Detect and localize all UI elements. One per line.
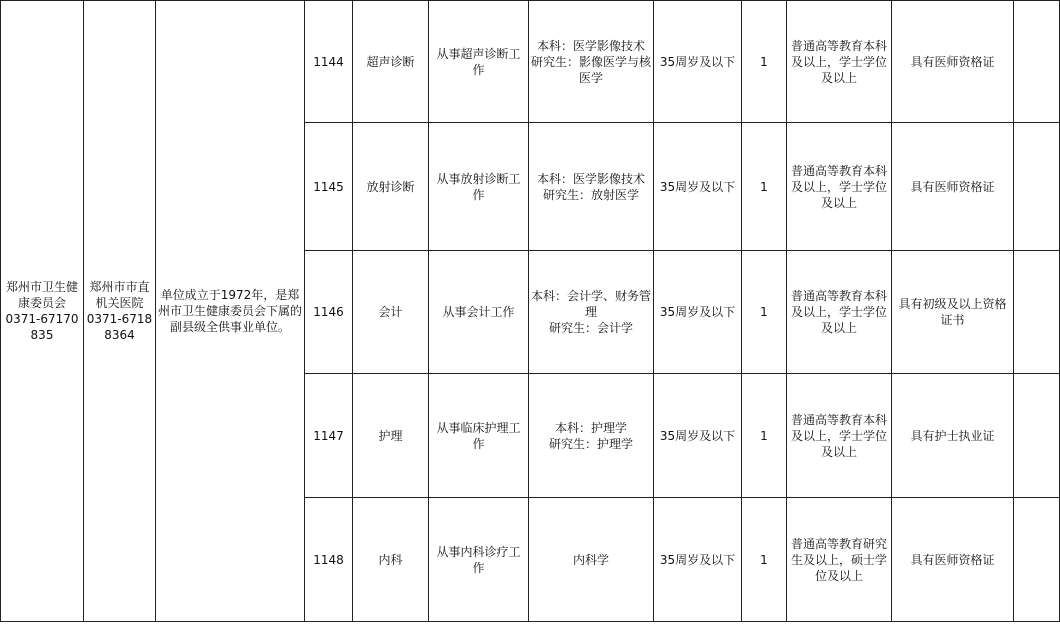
major-requirement: 本科：医学影像技术 研究生：放射医学 [529,123,654,251]
age-requirement: 35周岁及以下 [654,123,742,251]
note-cell [1014,123,1060,251]
headcount: 1 [742,123,787,251]
major-requirement: 本科：护理学 研究生：护理学 [529,374,654,498]
unit-description: 单位成立于1972年，是郑州市卫生健康委员会下属的副县级全供事业单位。 [156,1,305,622]
age-requirement: 35周岁及以下 [654,374,742,498]
position-duty: 从事临床护理工作 [429,374,529,498]
age-requirement: 35周岁及以下 [654,251,742,374]
education-requirement: 普通高等教育本科及以上，学士学位及以上 [787,251,892,374]
headcount: 1 [742,498,787,622]
other-requirement: 具有护士执业证 [892,374,1014,498]
note-cell [1014,374,1060,498]
other-requirement: 具有医师资格证 [892,498,1014,622]
education-requirement: 普通高等教育研究生及以上，硕士学位及以上 [787,498,892,622]
note-cell [1014,251,1060,374]
position-code: 1145 [305,123,353,251]
education-requirement: 普通高等教育本科及以上，学士学位及以上 [787,374,892,498]
major-requirement: 本科：医学影像技术 研究生：影像医学与核医学 [529,1,654,123]
other-requirement: 具有初级及以上资格证书 [892,251,1014,374]
unit-cell [84,1,156,622]
position-name: 放射诊断 [353,123,429,251]
headcount: 1 [742,251,787,374]
position-duty: 从事超声诊断工作 [429,1,529,123]
department-name: 郑州市卫生健康委员会 [5,280,78,310]
note-cell [1014,498,1060,622]
position-code: 1148 [305,498,353,622]
other-requirement: 具有医师资格证 [892,123,1014,251]
position-name: 内科 [353,498,429,622]
headcount: 1 [742,374,787,498]
other-requirement: 具有医师资格证 [892,1,1014,123]
age-requirement: 35周岁及以下 [654,498,742,622]
age-requirement: 35周岁及以下 [654,1,742,123]
education-requirement: 普通高等教育本科及以上，学士学位及以上 [787,123,892,251]
position-name: 会计 [353,251,429,374]
department-cell [1,1,84,622]
position-duty: 从事会计工作 [429,251,529,374]
headcount: 1 [742,1,787,123]
education-requirement: 普通高等教育本科及以上，学士学位及以上 [787,1,892,123]
unit-phone: 0371-67188364 [86,312,153,342]
position-code: 1147 [305,374,353,498]
position-code: 1146 [305,251,353,374]
note-cell [1014,1,1060,123]
position-name: 超声诊断 [353,1,429,123]
major-requirement: 本科：会计学、财务管理 研究生：会计学 [529,251,654,374]
position-duty: 从事内科诊疗工作 [429,498,529,622]
position-duty: 从事放射诊断工作 [429,123,529,251]
position-code: 1144 [305,1,353,123]
major-requirement: 内科学 [529,498,654,622]
table-row [1,1,1060,123]
position-name: 护理 [353,374,429,498]
department-phone: 0371-67170835 [5,312,79,342]
unit-name: 郑州市市直机关医院 [89,280,150,310]
